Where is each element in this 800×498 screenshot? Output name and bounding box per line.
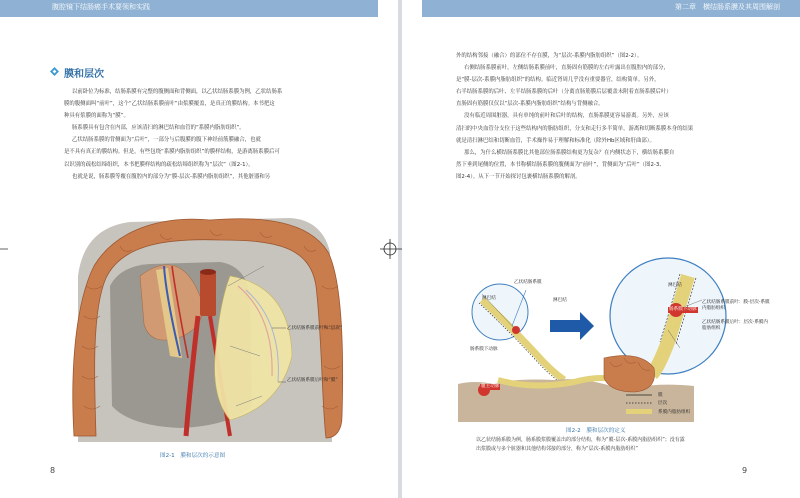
right-page-header-band — [422, 0, 800, 17]
paragraph-line: 膜的腹侧面叫“前叶”，这个“乙状结肠系膜前叶”由浆膜覆盖，是真正的膜结构。本书把这 — [64, 101, 275, 108]
figure-badge-artery: 肠系膜下动脉 — [669, 307, 697, 312]
page-number-right: 9 — [742, 466, 748, 475]
paragraph-line: 就是清扫淋巴结和切断血管，手术操作易于理解和标准化（除外Hb区域和肝曲部）。 — [456, 137, 655, 144]
legend-swatches — [624, 391, 654, 417]
paragraph-line: 以前卧位为标准，结肠系膜有完整的腹侧面和背侧面，以乙状结肠系膜为例，乙状结肠系 — [72, 89, 283, 95]
figure-2-2-description — [476, 436, 766, 454]
paragraph-line: 是“膜-层次-系膜内脂肪组织”的结构。临近肾周几乎没有重要器官，结构简单。另外， — [456, 77, 660, 84]
paragraph-line: 外的结构邻接（融合）的部位不存在膜，为“层次-系膜内脂肪组织”（图2-2）。 — [456, 53, 643, 59]
legend-item-fat: 系膜内脂肪组织 — [658, 410, 691, 415]
figure-label-lymph-node: 淋巴结 — [553, 298, 567, 303]
left-page — [0, 0, 398, 498]
paragraph-line: 种具有浆膜的面称为“膜”。 — [64, 113, 129, 120]
figure-2-2-caption: 图2-2 膜和层次的定义 — [566, 428, 626, 434]
paragraph-line: 右半结肠系膜的后叶、左半结肠系膜的后叶（分离直肠筋膜后层覆盖未附着直肠系膜后叶） — [456, 89, 672, 96]
right-page — [402, 0, 800, 498]
figure-label-lymph-node-zoom: 淋巴结 — [668, 283, 682, 288]
paragraph-line: 然下垂到尾侧的位置，本书称横结肠系膜的腹侧面为“前叶”，背侧面为“后叶”（图2-3、 — [456, 161, 665, 168]
left-body-text — [64, 86, 360, 183]
paragraph-line: 没有临近周围脏器，具有单纯的前叶和后叶的结构，直肠系膜更容易游离。另外，应该 — [464, 113, 669, 120]
legend-item-membrane: 膜 — [658, 393, 663, 398]
section-heading — [50, 65, 250, 81]
paragraph-line: 右侧结肠系膜前叶，左侧结肠系膜前叶，直肠固有筋膜的左右叶露出在腹腔内的部分， — [464, 65, 669, 72]
paragraph-line: 直肠固有筋膜仅仅以“层次-系膜内脂肪组织”结构与背侧融合。 — [456, 101, 604, 108]
figure-label-back-leaf: 乙状结肠系膜后叶和“膜” — [287, 378, 338, 383]
page-number-left: 8 — [50, 466, 56, 475]
crop-mark-left-icon — [0, 246, 8, 252]
figure-label-back-leaf: 乙状结肠系膜后叶：层次-系膜内脂肪组织 — [702, 320, 768, 331]
description-line: 以乙状结肠系膜为例，肠系膜浆膜覆盖出的部分结构，称为“膜-层次-系膜内脂肪组织”；没有露 — [476, 437, 685, 443]
figure-label-front-leaf: 乙状结肠系膜前叶和“层次” — [287, 326, 343, 331]
figure-label-lymph-node-left: 淋巴结 — [482, 296, 496, 301]
paragraph-line: 乙状结肠系膜的背侧面为“后叶”，一部分与后腹膜的腹下神经前筋膜融合，也就 — [72, 137, 261, 144]
paragraph-line: 那么，为什么横结肠系膜比其他部位肠系膜结构更为复杂？在内侧状态下，横结肠系膜自 — [464, 149, 675, 156]
left-page-header-band — [0, 0, 378, 17]
figure-label-mesenteric-artery: 肠系膜下动脉 — [470, 347, 498, 352]
paragraph-line: 是不具有真正的膜结构。但是，有些包绕“系膜内脂肪组织”的膜样结构，是游离肠系膜后可 — [64, 149, 280, 156]
paragraph-line: 也就是说，肠系膜等覆在腹腔内的部分为“膜-层次-系膜内脂肪组织”，其他脏器和另 — [72, 173, 271, 180]
paragraph-line: 图2-4）。从下一节开始探讨包裹横结肠系膜的解剖。 — [456, 173, 581, 180]
figure-label-front-leaf: 乙状结肠系膜前叶：膜-层次-系膜内脂肪组织 — [702, 300, 770, 311]
figure-label-sigmoid-mesentery: 乙状结肠系膜 — [514, 280, 542, 285]
figure-badge-aorta: 腹主动脉 — [481, 384, 500, 389]
figure-2-2-illustration — [454, 250, 764, 422]
paragraph-line: 肠系膜具有包含在内部，应该清扫的淋巴结和血管的“系膜内脂肪组织”。 — [72, 125, 245, 132]
right-body-text — [456, 50, 756, 183]
diamond-bullet-icon — [50, 67, 59, 76]
figure-2-1-caption: 图2-1 膜和层次的示意图 — [160, 453, 226, 459]
left-page-header: 腹腔镜下结肠癌手术要领和实践 — [52, 3, 150, 11]
section-title: 膜和层次 — [64, 69, 104, 80]
paragraph-line: 清扫的中央血管分支位于这些结构内的脂肪组织，分支和走行多半简单，游离和切断系膜本身的结果 — [456, 125, 694, 132]
right-page-header: 第二章 横结肠系膜及其周围解剖 — [675, 3, 780, 11]
description-line: 出浆膜或与多个脏器和其他结构邻接的部分，称为“层次-系膜内脂肪组织” — [476, 446, 638, 452]
legend-item-layer: 层次 — [658, 401, 668, 406]
paragraph-line: 以识别的疏松结缔组织，本书把膜样结构的疏松结缔组织称为“层次”（图2-1）。 — [64, 161, 254, 168]
